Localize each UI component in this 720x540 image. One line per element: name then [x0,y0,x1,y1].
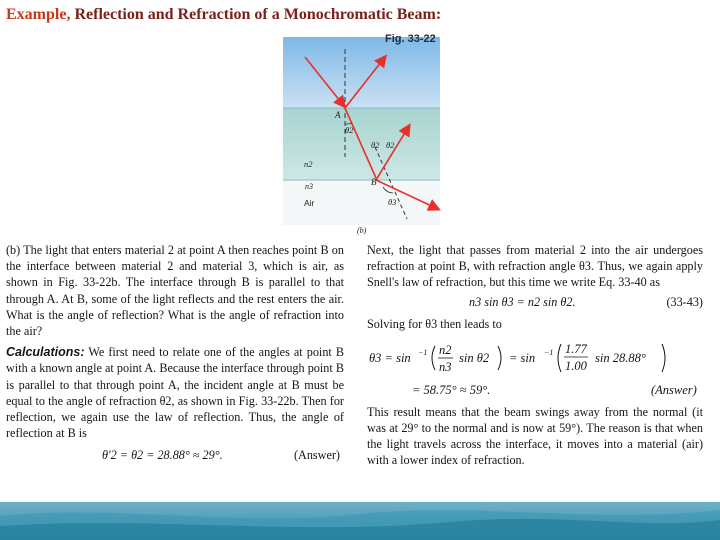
label-n3: n3 [305,182,313,191]
label-theta2-a: θ2 [345,125,354,135]
reflection-answer [6,445,344,465]
reflection-formula: θ′2 = θ2 = 28.88° ≈ 29°. [102,448,223,463]
solve-sin-value: sin 28.88° [595,350,646,365]
calculations-paragraph [6,344,344,441]
slide-title-main: Reflection and Refraction of a Monochromatic Beam: [74,6,442,23]
solve-lhs: θ3 = sin [369,350,411,365]
figure-sub-label: (b) [357,226,367,235]
fraction-num: 1.77 [565,341,587,356]
slide-title-prefix: Example, [6,6,75,23]
slide-title [6,6,441,24]
fraction-n2: n2 [439,342,452,357]
material-1-region [283,37,440,108]
inverse-sup-2: −1 [544,347,554,357]
right-column [367,242,703,469]
equation-number: (33-43) [666,294,703,309]
refraction-conclusion: This result means that the beam swings away from the normal (it was at 29° to the normal and is now at 59°). The reason is that when the light travels across the interface, it moves into a material (air) with a lower index of refraction. [367,404,703,468]
label-theta2-b: θ2 [371,140,380,150]
equation-33-43 [367,294,703,312]
refraction-intro: Next, the light that passes from material 2 into the air undergoes refraction at point B, with refraction angle θ3. Thus, we again apply Snell's law of refraction, but this time we write Eq. 33-40 as [367,243,703,290]
left-column [6,242,344,465]
label-n2: n2 [304,159,313,169]
snell-equation: n3 sin θ3 = n2 sin θ2. [469,294,576,309]
label-air: Air [304,198,315,208]
solve-sin-theta2: sin θ2 [459,350,490,365]
fraction-n3: n3 [439,359,452,374]
label-theta2-c: θ2 [386,140,395,150]
label-point-a: A [335,110,341,120]
refraction-answer-tag: (Answer) [651,382,697,397]
slide-footer-bar [0,502,720,540]
calculations-body: We first need to relate one of the angles at point B with a known angle at point A. Because the interface through point B is parallel to that through point A, the incident angle at B must be equal to the angle of refraction θ2, as shown in Fig. 33-22b. Then for reflection, we again use the law of reflection. Thus, the angle of reflection at B is [6,345,344,441]
fraction-den: 1.00 [565,358,587,373]
problem-statement: (b) The light that enters material 2 at point A then reaches point B on the interface between material 2 and material 3, which is air, as shown in Fig. 33-22b. The interface through B is parallel to that through A. At B, some of the light reflects and the rest enters the air. What is the angle of reflection? What is the angle of refraction into the air? [6,243,344,339]
label-point-b: B [371,177,377,187]
textbook-excerpt [0,238,712,502]
figure-caption: Fig. 33-22 [385,33,436,45]
refraction-result: = 58.75° ≈ 59°. [412,382,491,397]
solve-intro: Solving for θ3 then leads to [367,316,502,331]
refraction-solution [367,332,703,404]
calculations-heading: Calculations: [6,345,85,360]
reflection-answer-tag: (Answer) [293,448,340,463]
solve-equals-sin: = sin [509,350,536,365]
inverse-sup-1: −1 [418,347,428,357]
label-theta3: θ3 [388,197,397,207]
figure-33-22 [265,29,465,240]
